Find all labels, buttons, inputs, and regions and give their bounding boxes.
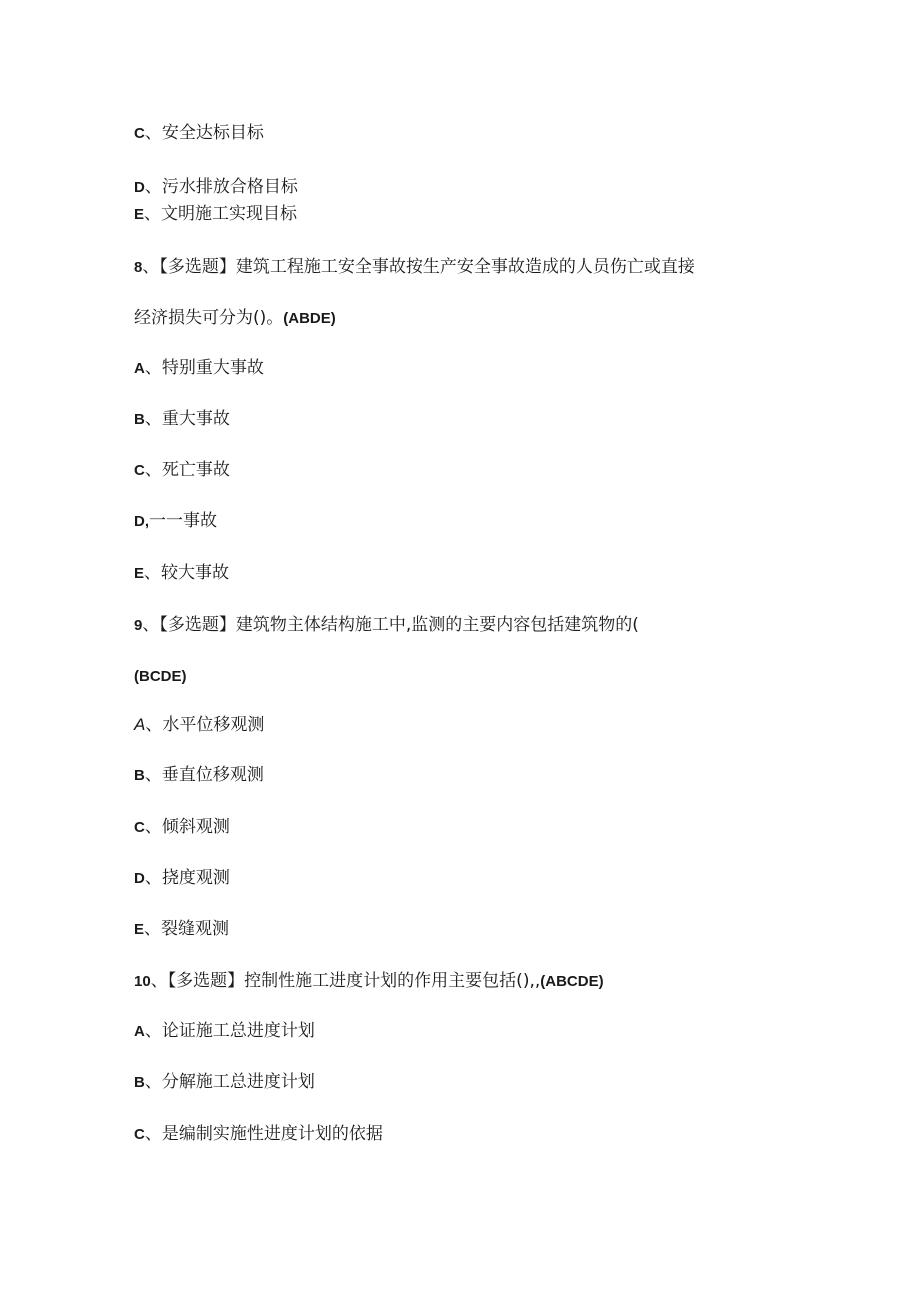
answer-key: (ABDE)	[283, 310, 336, 327]
option-text: 死亡事故	[161, 460, 230, 480]
question-number: 9	[134, 617, 143, 634]
question-separator: 、	[142, 615, 160, 635]
option-text: 安全达标目标	[161, 123, 264, 143]
option-label: C	[134, 819, 145, 836]
option-separator: 、	[145, 715, 163, 735]
option-text: 特别重大事故	[161, 358, 264, 378]
option-c	[134, 122, 264, 145]
option-text: 重大事故	[161, 409, 230, 429]
option-d	[134, 867, 230, 890]
option-text: 水平位移观测	[162, 715, 265, 735]
option-label: B	[134, 411, 145, 428]
question-number: 8	[134, 259, 143, 276]
option-label: E	[134, 206, 145, 223]
option-label: B	[134, 1074, 145, 1091]
option-label: B	[134, 767, 145, 784]
option-separator: 、	[144, 563, 162, 583]
option-label: C	[134, 462, 145, 479]
option-text: 倾斜观测	[161, 817, 230, 837]
option-label: D	[134, 870, 145, 887]
option-label: D	[134, 513, 145, 530]
option-c	[134, 816, 230, 839]
answer-key: (ABCDE)	[540, 973, 604, 990]
option-e	[134, 918, 229, 941]
option-separator: 、	[144, 460, 162, 480]
option-text: 是编制实施性进度计划的依据	[161, 1124, 383, 1144]
option-b	[134, 764, 264, 787]
question-text: 经济损失可分为()。	[134, 308, 284, 328]
option-label: A	[134, 360, 145, 377]
option-d	[134, 176, 298, 199]
question-9-answer	[134, 665, 187, 688]
option-separator: 、	[144, 123, 162, 143]
option-separator: 、	[144, 868, 162, 888]
option-separator: 、	[144, 1021, 162, 1041]
option-text: 分解施工总进度计划	[161, 1072, 315, 1092]
option-text: 论证施工总进度计划	[161, 1021, 315, 1041]
option-separator: 、	[144, 765, 162, 785]
option-label: E	[134, 921, 145, 938]
option-b	[134, 408, 230, 431]
option-e	[134, 203, 297, 226]
option-text: 污水排放合格目标	[161, 177, 298, 197]
option-c	[134, 1123, 383, 1146]
option-separator: 、	[144, 177, 162, 197]
question-separator: 、	[150, 971, 168, 991]
option-b	[134, 1071, 315, 1094]
option-separator: 、	[144, 919, 162, 939]
option-a	[134, 1020, 315, 1043]
option-separator: 、	[144, 1072, 162, 1092]
option-text: 文明施工实现目标	[161, 204, 298, 224]
question-10	[134, 970, 604, 993]
option-label: E	[134, 565, 145, 582]
question-text: 【多选题】建筑物主体结构施工中,监测的主要内容包括建筑物的(	[159, 615, 639, 635]
option-text: 较大事故	[161, 563, 230, 583]
option-text: 挠度观测	[161, 868, 230, 888]
option-a	[134, 714, 264, 736]
option-label: C	[134, 1126, 145, 1143]
question-text: 【多选题】建筑工程施工安全事故按生产安全事故造成的人员伤亡或直接	[159, 257, 695, 277]
option-separator: 、	[144, 358, 162, 378]
question-9	[134, 614, 639, 637]
question-separator: 、	[142, 257, 160, 277]
question-8-continuation	[134, 307, 336, 330]
option-d	[134, 510, 217, 533]
option-separator: 、	[144, 204, 162, 224]
option-separator: ,	[144, 513, 150, 530]
option-label: D	[134, 179, 145, 196]
option-text: 裂缝观测	[161, 919, 230, 939]
option-c	[134, 459, 230, 482]
option-separator: 、	[144, 1124, 162, 1144]
option-label: A	[134, 715, 146, 734]
option-a	[134, 357, 264, 380]
question-8	[134, 256, 695, 279]
option-separator: 、	[144, 817, 162, 837]
question-number: 10	[134, 973, 151, 990]
answer-key: (BCDE)	[134, 668, 187, 685]
question-text: 【多选题】控制性施工进度计划的作用主要包括(),,	[167, 971, 541, 991]
option-text: 一一事故	[149, 511, 218, 531]
option-label: C	[134, 125, 145, 142]
option-e	[134, 562, 229, 585]
option-text: 垂直位移观测	[161, 765, 264, 785]
option-label: A	[134, 1023, 145, 1040]
option-separator: 、	[144, 409, 162, 429]
